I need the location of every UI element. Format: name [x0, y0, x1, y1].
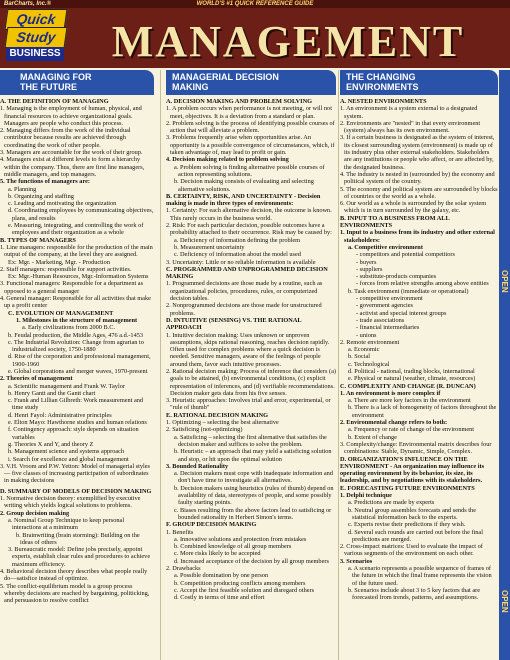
heading-line: ENVIRONMENTS [346, 81, 419, 92]
text-line: b. Competition producing conflicts among members [174, 579, 306, 587]
logo-study: Study [5, 27, 68, 48]
text-line: a. Nominal Group Technique to keep personal interactions at a minimum [8, 516, 125, 532]
column-managing-future [0, 70, 154, 604]
text-line: e. Measuring, integrating, and controlling the work of employees and their organization as a whole [8, 222, 144, 237]
text-line: 2. Problem solving is the process of identifying possible courses of action that will alleviate a problem. [166, 119, 335, 135]
text-line: 2. Staff managers: responsible for support activities. [0, 265, 132, 273]
text-line: a. Satisficing – selecting the first alternative that satisfies the decision maker and suffices to solve the problem. [174, 433, 327, 448]
text-line: a. Scientific management and Frank W. Taylor [8, 382, 125, 390]
text-line: 2. Risk: For each particular decision, possible outcomes have a probability attached to their occurrence. Risk may be caused by: [166, 222, 332, 237]
quickstudy-logo [2, 9, 68, 67]
text-line: b. Neutral group assembles forecasts and sends the statistical information back to the experts. [348, 506, 477, 521]
text-line: 2. Remote environment [340, 338, 400, 346]
text-line: - suppliers [356, 265, 383, 273]
text-line: A. THE DEFINITION OF MANAGING [0, 98, 109, 105]
text-line: 2. Rational decision making: Process of inference that considers (a) goals to be attained, (b) environmental conditions, (c) explicit representation of inferences, and (d) verifiable recommendations. Decision maker gets data from his five senses. [166, 367, 336, 397]
text-line: d. Costly in terms of time and effort [174, 594, 265, 602]
text-line: C. COMPLEXITY AND CHANGE (R. DUNCAN) [340, 382, 476, 390]
text-line: 2. Theories of management [0, 375, 73, 383]
text-line: - buyers [356, 258, 377, 266]
text-line: 3. Complexity/change: Environmental matrix describes four combinations: Stable, Dynamic, Simple, Complex. [340, 440, 492, 456]
text-line: b. Combined knowledge of all group members [174, 543, 292, 551]
column-heading [0, 70, 154, 95]
text-line: Ex: Mgr. - Marketing, Mgr. - Production [8, 258, 110, 266]
column-heading [166, 70, 336, 95]
text-line: b. Decision makers using heuristics (rules of thumb) depend on availability of data, stereotypes of people, and some possibly faulty starting points. [174, 484, 334, 507]
header-banner [0, 0, 510, 68]
text-line: a. Possible domination by one person [174, 572, 269, 580]
text-line: b. Task environment (immediate or operational) [348, 287, 469, 295]
text-line: 4. General manager: Responsible for all activities that make up a profit center [0, 295, 151, 310]
text-line: 2. Environments are "nested" in that every environment (system) always has its own environment. [340, 119, 481, 135]
text-line: b. Measurement uncertainty [174, 243, 245, 251]
text-line: b. Henry Gantt and the Gantt chart [8, 389, 96, 397]
text-line: 1. An environment is more complex if [340, 389, 441, 397]
logo-quick: Quick [5, 9, 68, 30]
text-line: b. Social [348, 353, 371, 361]
text-line: Ex: Mgr.-Human Resources, Mgr.-Information Systems [8, 273, 149, 281]
text-line: c. Experts revise their predictions if they wish. [348, 521, 466, 529]
text-line: a. Competitive environment [348, 243, 423, 251]
text-line: a. A scenario represents a possible sequence of frames of the future in which the final frame represents the vision of the future used. [348, 565, 492, 587]
text-line: 1. Milestones in the structure of management [16, 316, 138, 324]
text-line: 1. Line managers: responsible for the production of the main output of the company, at the level they are assigned. [0, 243, 153, 259]
text-line: - trade associations [356, 316, 405, 324]
text-line: 2. Drawbacks [166, 565, 201, 572]
text-line: - unions [356, 331, 377, 339]
text-line: 2. Environmental change refers to both: [340, 419, 448, 427]
text-line: - competitors and potential competitors [356, 251, 455, 259]
text-line: B. TYPES OF MANAGERS [0, 236, 76, 244]
text-line: C. EVOLUTION OF MANAGEMENT [8, 309, 114, 317]
text-line: 6. Our world as a whole is surrounded by the solar system which is in turn surrounded by the galaxy, etc. [340, 200, 487, 215]
text-line: 3. Uncertainty: Little or no reliable information is available [166, 258, 316, 266]
text-line: 1. Optimizing – selecting the best alternative [166, 419, 279, 427]
publisher-name: BarCharts, Inc.® [4, 1, 52, 7]
text-line: d. Rise of the corporation and professional management, 1900-1960 [8, 353, 151, 368]
text-line: - activist and special interest groups [356, 309, 447, 317]
text-line: a. Predictions are made by experts [348, 499, 435, 507]
text-line: 2. Satisficing (not-optimizing) [166, 426, 243, 434]
text-line: - forces from relative strengths among above entities [356, 280, 489, 288]
text-line: 2. Managing differs from the work of the individual contributor because results are achieved through coordinating the work of other people. [0, 127, 131, 149]
text-line: 5. The conflict-equilibrium model is a group process whereby decisions are reached by bargaining, politicking, and persuasion to resolve conflict [0, 582, 150, 605]
text-line: 3. Bureaucratic model: Define jobs precisely, appoint experts, establish clear rules and procedures to achieve maximum efficiency. [8, 546, 151, 568]
text-line: 1. Delphi technique [340, 492, 392, 500]
page-title: MANAGEMENT [111, 17, 465, 66]
tagline: WORLD'S #1 QUICK REFERENCE GUIDE [196, 1, 314, 7]
text-line: 4. Managers exist at different levels to form a hierarchy within the company. Thus, there are first line managers, middle managers, and top managers. [0, 156, 145, 178]
text-line: D. INTUITIVE (SENSING) VS. THE RATIONAL APPROACH [166, 316, 302, 332]
side-tab-label: OPEN [500, 270, 509, 293]
text-line: 4. Decision making related to problem solving [166, 156, 289, 164]
text-line: b. Decision making consists of evaluating and selecting alternative solutions. [174, 178, 314, 193]
column-divider [338, 70, 339, 660]
text-line: F. GROUP DECISION MAKING [166, 521, 257, 529]
text-line: b. Brainwriting (brain storming): Building on the ideas of others [16, 531, 140, 546]
text-line: a. Problem solving is finding alternative possible courses of action representing solutions. [174, 163, 325, 178]
text-line: d. Henri Fayol: Administrative principles [8, 411, 112, 419]
text-line: b. Feudal production, the Middle Ages, 476 a.d.-1453 [8, 331, 144, 339]
text-line: 4. Behavioral decision theory describes what people really do—satisfice instead of optimize. [0, 568, 148, 583]
text-line: c. Technological [348, 360, 390, 368]
logo-business: BUSINESS [6, 47, 64, 61]
text-line: 1. Benefits [166, 528, 194, 536]
text-line: 2. Cross-impact matrices: Used to evaluate the impact of various segments of the environment on each other. [340, 543, 483, 558]
text-line: c. More risks likely to be accepted [174, 550, 261, 558]
text-line: 3. If a certain business is designated as the system of interest, its closest surrounding system (environment) is made up of its industry plus other external stakeholders. Stakeholders are any institutions or people who affect, or are affected by, the designated business. [340, 134, 495, 171]
text-line: i. Search for excellence and global management [8, 455, 129, 463]
text-line: a. Frequency or rate of change of the environment [348, 426, 475, 434]
text-line: a. Deficiency of information defining the problem [174, 236, 301, 244]
text-line: C. PROGRAMMED AND UNPROGRAMMED DECISION MAKING [166, 265, 328, 281]
heading-line: MAKING [172, 81, 209, 92]
text-line: 1. Programmed decisions are those made by a routine, such as organizational policies, procedures, rules, or computerized decision tables. [166, 280, 323, 303]
text-line: E. RATIONAL DECISION MAKING [166, 411, 269, 419]
text-line: 3. Bounded Rationality [166, 462, 229, 470]
heading-line: MANAGERIAL DECISION [172, 72, 279, 82]
text-line: 1. Input to a business from its industry and other external stakeholders: [340, 229, 495, 244]
text-line: 3. Heuristic approaches: Involves trial and error, experimental, or "rule of thumb" [166, 397, 331, 412]
text-line: d. Several such rounds are carried out before the final predictions are merged. [348, 528, 483, 543]
column-decision-making [166, 70, 336, 601]
text-line: d. Political - national, trading blocks, international [348, 367, 475, 375]
text-line: - government agencies [356, 302, 413, 310]
text-line: a. Innovative solutions and protection from mistakes [174, 535, 307, 543]
text-line: B. CERTAINTY, RISK, AND UNCERTAINTY - Decision making is made in three types of environments: [166, 192, 321, 208]
text-line: - competitive environment [356, 295, 423, 303]
text-line: - financial intermediaries [356, 324, 420, 332]
text-line: d. Increased acceptance of the decision by all group members [174, 557, 329, 565]
text-line: 1. Normative decision theory: exemplified by executive writing which yields logical solutions to problems. [0, 495, 141, 510]
text-line: b. Organizing and staffing [8, 192, 74, 200]
text-line: c. The Industrial Revolution: Change from agrarian to industrialized society, 1750-1880 [8, 338, 144, 354]
heading-line: THE CHANGING [346, 72, 416, 82]
text-line: a. There are more key factors in the environment [348, 397, 471, 405]
text-line: 1. An environment is a system external to a designated system. [340, 105, 478, 120]
text-line: a. Planning [8, 185, 37, 193]
text-line: 2. Nonprogrammed decisions are those made for unstructured problems. [166, 302, 322, 317]
text-line: e. Global corporations and merger waves, 1970-present [8, 367, 148, 375]
text-line: 4. The industry is nested in (surrounded by) the economy and political system of the country. [340, 170, 495, 186]
text-line: D. SUMMARY OF MODELS OF DECISION MAKING [0, 487, 152, 495]
text-line: 3. V.H. Vroom and P.W. Yetton: Model of managerial styles — five classes of increasing participation of subordinates in making decisions [0, 462, 150, 485]
text-line: c. Biases resulting from the above factors lead to satisficing or bounded rationality in Herbert Simon's terms. [174, 506, 332, 521]
text-line: h. Management science and systems approach [8, 448, 125, 456]
text-line: - substitute-products companies [356, 273, 437, 281]
text-line: 1. Managing is the employment of human, physical, and financial resources to achieve organizational goals. Managers are people who conduct this process. [0, 105, 142, 127]
text-line: c. Leading and motivating the organization [8, 200, 117, 208]
text-line: b. Scenarios include about 3 to 5 key factors that are forecasted from trends, patterns, and assumptions. [348, 586, 481, 602]
text-line: b. Extent of change [348, 433, 397, 441]
text-line: b. Heuristic – an approach that may yield a satisficing solution and stop, or hit upon the optimal solution [174, 448, 332, 463]
text-line: 1. Intuitive decision making: Uses unknown or unproven assumptions, skips rational reasoning, reaches decision rapidly. Often used for complex problems where a quick decision is needed. Sensitive managers, aware of the feelings of people around them, favor such intuitive processes. [166, 331, 330, 368]
side-tab-label: OPEN [500, 590, 509, 613]
text-line: 2. Group decision making [0, 509, 70, 517]
text-line: 3. Managers are accountable for the work of their group. [0, 149, 143, 157]
text-line: e. Physical or natural (weather, climate, resources) [348, 375, 476, 383]
text-line: 5. The functions of managers are: [0, 178, 91, 186]
text-line: 5. The economy and political system are surrounded by blocks of countries or the world as a whole. [340, 185, 498, 200]
text-line: A. DECISION MAKING AND PROBLEM SOLVING [166, 98, 313, 105]
side-tab-strip [499, 70, 510, 660]
text-line: a. Decision makers must cope with inadequate information and don't have time to investigate all alternatives. [174, 470, 333, 485]
text-line: D. ORGANIZATION'S INFLUENCE ON THE ENVIRONMENT - An organization may influence its operating environment by its behavior, its size, its leadership, and by negotiations with its stakeholders. [340, 455, 485, 485]
text-line: 3. Problems frequently arise when opportunities arise. An opportunity is a possible convergence of circumstances, which, if taken advantage of, may lead to profit or gain. [166, 134, 335, 157]
text-line: b. There is a lack of homogeneity of factors throughout the environment [348, 404, 497, 419]
column-heading [340, 70, 498, 95]
text-line: a. Early civilizations from 2000 B.C. [22, 324, 116, 332]
text-line: 3. Functional managers: Responsible for a department as opposed to a general manager [0, 280, 144, 295]
heading-line: MANAGING FOR [20, 72, 92, 82]
text-line: f. Contingency approach: style depends on situation variables [8, 426, 139, 441]
text-line: c. Frank and Lillian Gilbreth: Work measurement and time study [8, 397, 144, 412]
text-line: g. Theories X and Y, and theory Z [8, 440, 94, 448]
text-line: 1. A problem occurs when performance is not meeting, or will not meet, objectives. It is a deviation from a standard or plan. [166, 105, 332, 120]
text-line: d. Coordinating employees by communicating objectives, plans, and results [8, 207, 154, 222]
text-line: c. Accept the first feasible solution and disregard others [174, 586, 315, 594]
text-line: 3. Scenarios [340, 557, 373, 565]
text-line: 1. Certainty: For each alternative decision, the outcome is known. This rarely occurs in the business world. [166, 207, 332, 222]
heading-line: THE FUTURE [20, 81, 77, 92]
text-line: A. NESTED ENVIRONMENTS [340, 98, 427, 105]
column-divider [160, 70, 161, 660]
column-changing-environments [340, 70, 498, 601]
text-line: e. Elton Mayo: Hawthorne studies and human relations [8, 419, 147, 427]
text-line: c. Deficiency of information about the model used [174, 251, 301, 259]
header-top-strip [0, 0, 510, 8]
text-line: a. Economic [348, 346, 380, 354]
text-line: B. INPUT TO A BUSINESS FROM ALL ENVIRONMENTS [340, 214, 450, 230]
text-line: E. FORECASTING FUTURE ENVIRONMENTS [340, 484, 475, 492]
